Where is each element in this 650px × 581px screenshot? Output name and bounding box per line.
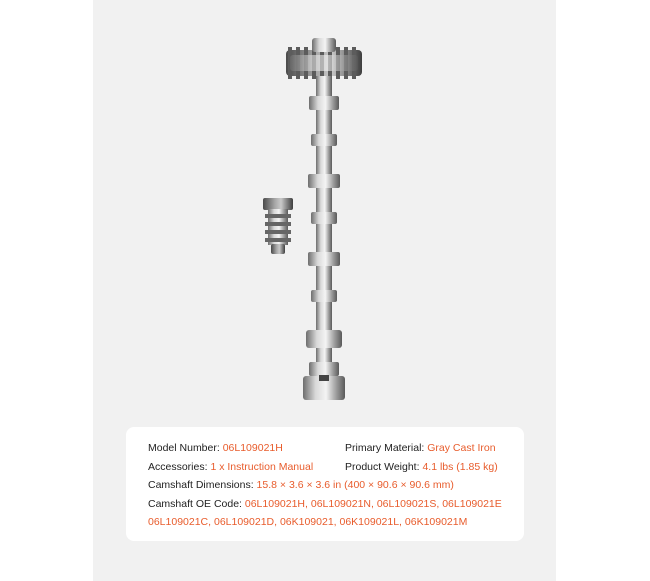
spec-row-3	[148, 476, 510, 495]
product-weight-value: 4.1 lbs (1.85 kg)	[422, 460, 498, 473]
oe-code-value-line1: 06L109021H, 06L109021N, 06L109021S, 06L109021E	[244, 497, 502, 510]
accessories-label: Accessories:	[148, 460, 211, 473]
spec-row-2	[148, 458, 510, 477]
camshaft-dimensions-value: 15.8 × 3.6 × 3.6 in (400 × 90.6 × 90.6 mm)	[256, 479, 454, 491]
spec-card	[126, 427, 524, 541]
camshaft-icon	[286, 38, 362, 400]
model-number-label: Model Number:	[148, 442, 223, 454]
valve-solenoid-icon	[263, 198, 293, 254]
product-weight	[345, 458, 498, 477]
model-number-value: 06L109021H	[222, 442, 283, 454]
spec-row-1	[148, 439, 510, 458]
primary-material-value: Gray Cast Iron	[427, 442, 496, 454]
primary-material	[345, 439, 496, 458]
product-image	[93, 0, 556, 420]
primary-material-label: Primary Material:	[345, 442, 428, 454]
accessories-value: 1 x Instruction Manual	[210, 460, 314, 473]
oe-code-label: Camshaft OE Code:	[148, 497, 245, 510]
product-panel	[93, 0, 556, 581]
camshaft-dimensions-label: Camshaft Dimensions:	[148, 479, 257, 491]
oe-code-value-line2: 06L109021C, 06L109021D, 06K109021, 06K109021L, 06K109021M	[148, 516, 468, 528]
spec-row-5	[148, 513, 510, 532]
product-weight-label: Product Weight:	[345, 460, 423, 473]
spec-row-4	[148, 495, 510, 514]
